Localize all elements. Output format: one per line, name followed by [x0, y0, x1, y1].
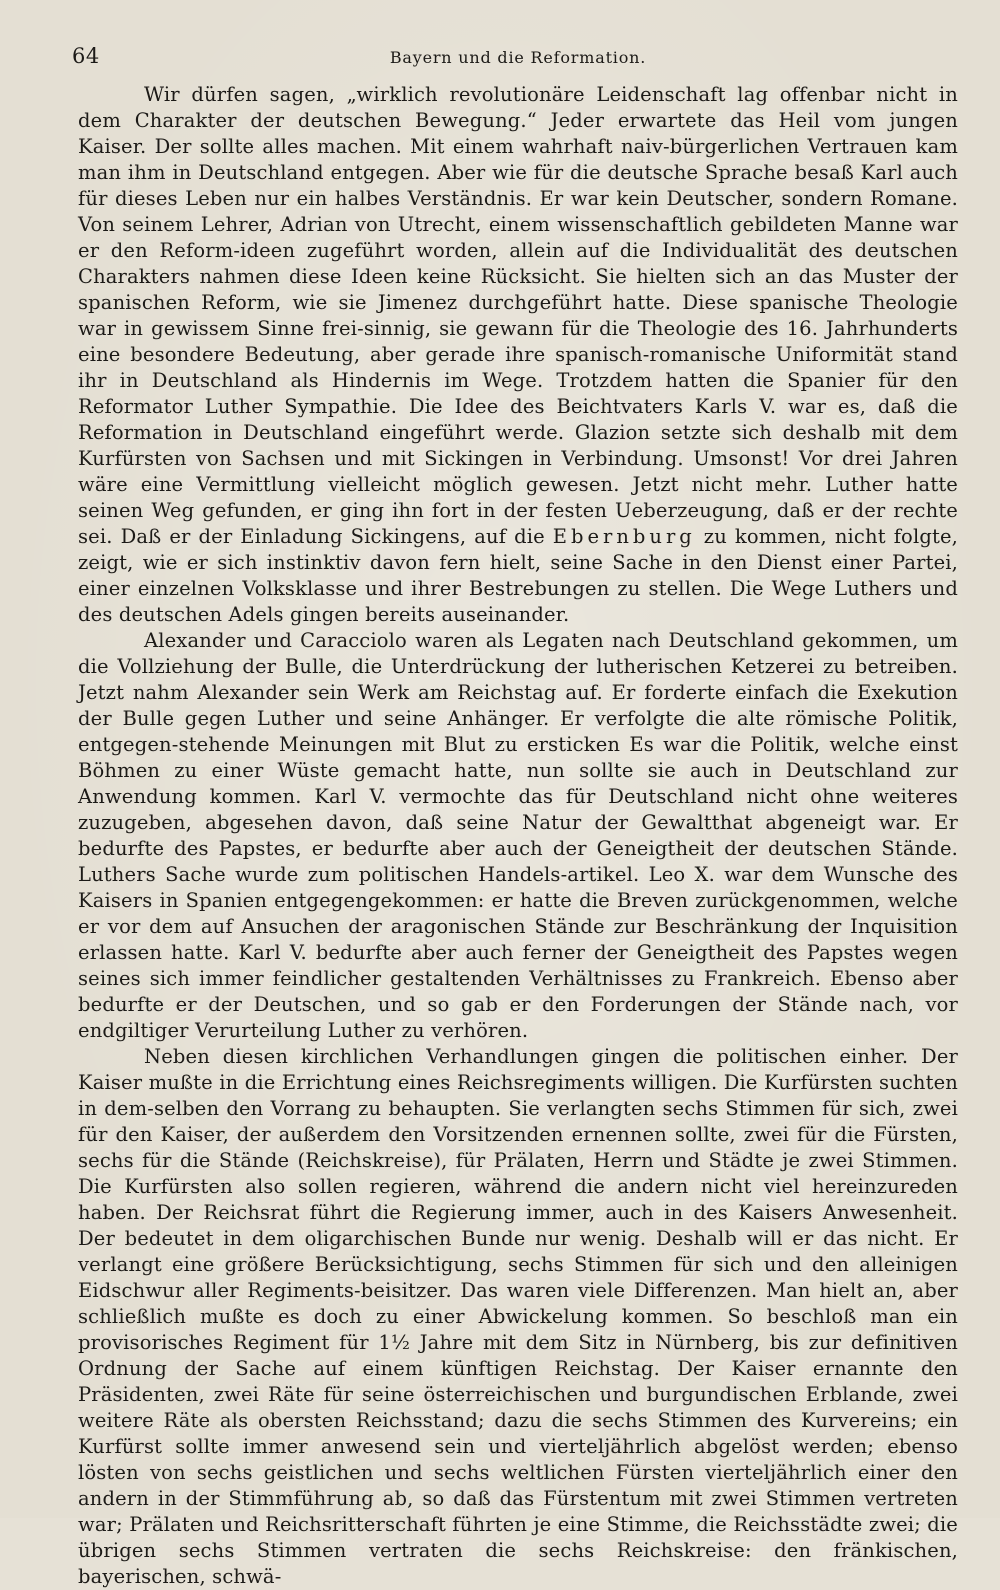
page-header	[72, 40, 958, 76]
paragraph-3: Neben diesen kirchlichen Verhandlungen gingen die politischen einher. Der Kaiser mußte in die Errichtung eines Reichsregiments willigen. Die Kurfürsten suchten in dem-selben den Vorrang zu behaupten. Sie verlangten sechs Stimmen für sich, zwei für den Kaiser, der außerdem den Vorsitzenden ernennen sollte, zwei für die Fürsten, sechs für die Stände (Reichskreise), für Prälaten, Herrn und Städte je zwei Stimmen. Die Kurfürsten also sollen regieren, während die andern nicht viel hereinzureden haben. Der Reichsrat führt die Regierung immer, auch in des Kaisers Anwesenheit. Der bedeutet in dem oligarchischen Bunde nur wenig. Deshalb will er das nicht. Er verlangt eine größere Berücksichtigung, sechs Stimmen für sich und den alleinigen Eidschwur aller Regiments-beisitzer. Das waren viele Differenzen. Man hielt an, aber schließlich mußte es doch zu einer Abwickelung kommen. So beschloß man ein provisorisches Regiment für 1½ Jahre mit dem Sitz in Nürnberg, bis zur definitiven Ordnung der Sache auf einem künftigen Reichstag. Der Kaiser ernannte den Präsidenten, zwei Räte für seine österreichischen und burgundischen Erblande, zwei weitere Räte als obersten Reichsstand; dazu die sechs Stimmen des Kurvereins; ein Kurfürst sollte immer anwesend sein und vierteljährlich abgelöst werden; ebenso lösten von sechs geistlichen und sechs weltlichen Fürsten vierteljährlich einer den andern in der Stimmführung ab, so daß das Fürstentum mit zwei Stimmen vertreten war; Prälaten und Reichsritterschaft führten je eine Stimme, die Reichsstädte zwei; die übrigen sechs Stimmen vertraten die sechs Reichskreise: den fränkischen, bayerischen, schwä-	[78, 1045, 958, 1588]
body-text	[78, 82, 958, 1590]
paragraph-2: Alexander und Caracciolo waren als Legaten nach Deutschland gekommen, um die Vollziehung der Bulle, die Unterdrückung der lutherischen Ketzerei zu betreiben. Jetzt nahm Alexander sein Werk am Reichstag auf. Er forderte einfach die Exekution der Bulle gegen Luther und seine Anhänger. Er verfolgte die alte römische Politik, entgegen-stehende Meinungen mit Blut zu ersticken Es war die Politik, welche einst Böhmen zu einer Wüste gemacht hatte, nun sollte sie auch in Deutschland zur Anwendung kommen. Karl V. vermochte das für Deutschland nicht ohne weiteres zuzugeben, abgesehen davon, daß seine Natur der Gewaltthat abgeneigt war. Er bedurfte des Papstes, er bedurfte aber auch der Geneigtheit der deutschen Stände. Luthers Sache wurde zum politischen Handels-artikel. Leo X. war dem Wunsche des Kaisers in Spanien entgegengekommen: er hatte die Breven zurückgenommen, welche er vor dem auf Ansuchen der aragonischen Stände zur Beschränkung der Inquisition erlassen hatte. Karl V. bedurfte aber auch ferner der Geneigtheit des Papstes wegen seines sich immer feindlicher gestaltenden Verhältnisses zu Frankreich. Ebenso aber bedurfte er der Deutschen, und so gab er den Forderungen der Stände nach, vor endgiltiger Verurteilung Luther zu verhören.	[78, 629, 958, 1042]
paragraph-1-text-continued: zu kommen, nicht folgte, zeigt, wie er sich instinktiv davon fern hielt, seine Sache in den Dienst einer Partei, einer einzelnen Volksklasse und ihrer Bestrebungen zu stellen. Die Wege Luthers und des deutschen Adels gingen bereits auseinander.	[78, 525, 958, 626]
page-number: 64	[72, 44, 100, 68]
paragraph-1-text: Wir dürfen sagen, „wirklich revolutionäre Leidenschaft lag offenbar nicht in dem Charakter der deutschen Bewegung.“ Jeder erwartete das Heil vom jungen Kaiser. Der sollte alles machen. Mit einem wahrhaft naiv-bürgerlichen Vertrauen kam man ihm in Deutschland entgegen. Aber wie für die deutsche Sprache besaß Karl auch für dieses Leben nur ein halbes Verständnis. Er war kein Deutscher, sondern Romane. Von seinem Lehrer, Adrian von Utrecht, einem wissenschaftlich gebildeten Manne war er den Reform-ideen zugeführt worden, allein auf die Individualität des deutschen Charakters nahmen diese Ideen keine Rücksicht. Sie hielten sich an das Muster der spanischen Reform, wie sie Jimenez durchgeführt hatte. Diese spanische Theologie war in gewissem Sinne frei-sinnig, sie gewann für die Theologie des 16. Jahrhunderts eine besondere Bedeutung, aber gerade ihre spanisch-romanische Uniformität stand ihr in Deutschland als Hindernis im Wege. Trotzdem hatten die Spanier für den Reformator Luther Sympathie. Die Idee des Beichtvaters Karls V. war es, daß die Reformation in Deutschland eingeführt werde. Glazion setzte sich deshalb mit dem Kurfürsten von Sachsen und mit Sickingen in Verbindung. Umsonst! Vor drei Jahren wäre eine Vermittlung vielleicht möglich gewesen. Jetzt nicht mehr. Luther hatte seinen Weg gefunden, er ging ihn fort in der festen Ueberzeugung, daß er der rechte sei. Daß er der Einladung Sickingens, auf die	[78, 83, 958, 548]
running-title: Bayern und die Reformation.	[389, 48, 647, 67]
spaced-placename: Ebernburg	[552, 525, 696, 548]
paragraph-1	[78, 82, 958, 628]
